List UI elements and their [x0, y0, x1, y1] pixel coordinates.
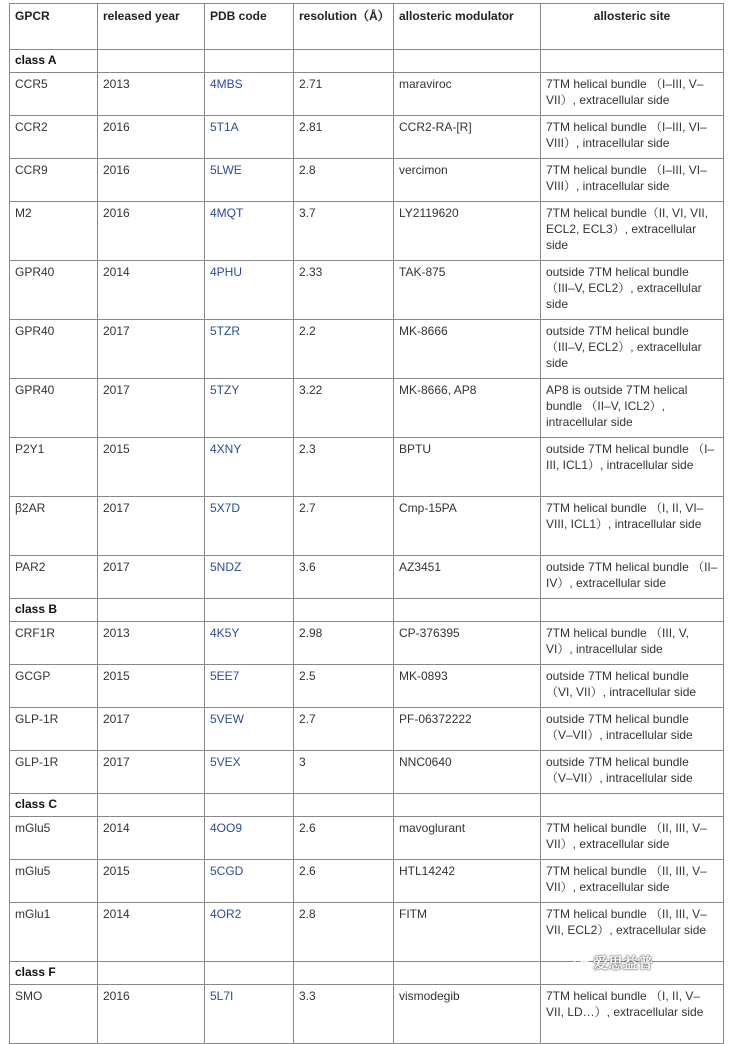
- site-cell: 7TM helical bundle （I–III, VI–VIII）, intracellular side: [541, 159, 724, 202]
- pdb-code-cell[interactable]: 5LWE: [205, 159, 294, 202]
- gpcr-cell: GCGP: [10, 665, 98, 708]
- class-label: class F: [10, 962, 98, 985]
- resolution-cell: 3.7: [294, 202, 394, 261]
- year-cell: 2016: [98, 159, 205, 202]
- class-header-empty-cell: [394, 50, 541, 73]
- resolution-cell: 2.6: [294, 817, 394, 860]
- table-container: [9, 3, 723, 1044]
- site-cell: 7TM helical bundle（II, VI, VII, ECL2, ECL3）, extracellular side: [541, 202, 724, 261]
- table-row: [10, 261, 724, 320]
- site-cell: outside 7TM helical bundle （III–V, ECL2）, extracellular side: [541, 320, 724, 379]
- modulator-cell: MK-8666, AP8: [394, 379, 541, 438]
- modulator-cell: LY2119620: [394, 202, 541, 261]
- modulator-cell: FITM: [394, 903, 541, 962]
- class-header-empty-cell: [394, 794, 541, 817]
- year-cell: 2017: [98, 751, 205, 794]
- site-cell: outside 7TM helical bundle （V–VII）, intracellular side: [541, 708, 724, 751]
- class-header-empty-cell: [98, 794, 205, 817]
- resolution-cell: 3.3: [294, 985, 394, 1044]
- resolution-cell: 3.22: [294, 379, 394, 438]
- resolution-cell: 2.8: [294, 159, 394, 202]
- pdb-code-cell[interactable]: 4OR2: [205, 903, 294, 962]
- header-pdb-code: PDB code: [205, 4, 294, 50]
- class-header-empty-cell: [294, 599, 394, 622]
- header-released-year: released year: [98, 4, 205, 50]
- pdb-code-cell[interactable]: 5L7I: [205, 985, 294, 1044]
- year-cell: 2014: [98, 903, 205, 962]
- table-row: [10, 320, 724, 379]
- pdb-code-cell[interactable]: 5VEW: [205, 708, 294, 751]
- watermark-text: 爱思益普: [593, 954, 654, 972]
- class-header-empty-cell: [98, 599, 205, 622]
- site-cell: outside 7TM helical bundle （VI, VII）, intracellular side: [541, 665, 724, 708]
- gpcr-cell: GPR40: [10, 261, 98, 320]
- header-resolution: resolution（Å）: [294, 4, 394, 50]
- modulator-cell: mavoglurant: [394, 817, 541, 860]
- gpcr-cell: SMO: [10, 985, 98, 1044]
- class-header-empty-cell: [98, 962, 205, 985]
- class-header-empty-cell: [205, 50, 294, 73]
- table-row: [10, 73, 724, 116]
- gpcr-cell: GLP-1R: [10, 751, 98, 794]
- table-row: [10, 708, 724, 751]
- pdb-code-cell[interactable]: 5X7D: [205, 497, 294, 556]
- year-cell: 2015: [98, 860, 205, 903]
- resolution-cell: 3.6: [294, 556, 394, 599]
- year-cell: 2017: [98, 708, 205, 751]
- pdb-code-cell[interactable]: 4MQT: [205, 202, 294, 261]
- pdb-code-cell[interactable]: 4XNY: [205, 438, 294, 497]
- class-header-empty-cell: [541, 50, 724, 73]
- site-cell: 7TM helical bundle （II, III, V–VII, ECL2）, extracellular side: [541, 903, 724, 962]
- class-label: class A: [10, 50, 98, 73]
- class-header-empty-cell: [394, 962, 541, 985]
- resolution-cell: 2.6: [294, 860, 394, 903]
- site-cell: outside 7TM helical bundle （I–III, ICL1）, intracellular side: [541, 438, 724, 497]
- table-row: [10, 438, 724, 497]
- gpcr-cell: CRF1R: [10, 622, 98, 665]
- table-row: [10, 817, 724, 860]
- modulator-cell: MK-8666: [394, 320, 541, 379]
- pdb-code-cell[interactable]: 4K5Y: [205, 622, 294, 665]
- class-label: class B: [10, 599, 98, 622]
- table-row: [10, 751, 724, 794]
- resolution-cell: 2.5: [294, 665, 394, 708]
- table-row: [10, 665, 724, 708]
- gpcr-cell: mGlu5: [10, 860, 98, 903]
- header-gpcr: GPCR: [10, 4, 98, 50]
- resolution-cell: 2.81: [294, 116, 394, 159]
- site-cell: outside 7TM helical bundle （III–V, ECL2）, extracellular side: [541, 261, 724, 320]
- header-row: [10, 4, 724, 50]
- table-row: [10, 622, 724, 665]
- modulator-cell: CCR2-RA-[R]: [394, 116, 541, 159]
- class-header-empty-cell: [394, 599, 541, 622]
- gpcr-cell: GLP-1R: [10, 708, 98, 751]
- year-cell: 2015: [98, 665, 205, 708]
- site-cell: 7TM helical bundle （I–III, VI–VIII）, intracellular side: [541, 116, 724, 159]
- pdb-code-cell[interactable]: 5TZY: [205, 379, 294, 438]
- class-header-row: [10, 794, 724, 817]
- modulator-cell: vismodegib: [394, 985, 541, 1044]
- pdb-code-cell[interactable]: 5VEX: [205, 751, 294, 794]
- year-cell: 2017: [98, 320, 205, 379]
- pdb-code-cell[interactable]: 4MBS: [205, 73, 294, 116]
- modulator-cell: vercimon: [394, 159, 541, 202]
- class-header-empty-cell: [294, 962, 394, 985]
- gpcr-cell: mGlu5: [10, 817, 98, 860]
- class-header-empty-cell: [541, 794, 724, 817]
- pdb-code-cell[interactable]: 5TZR: [205, 320, 294, 379]
- resolution-cell: 2.3: [294, 438, 394, 497]
- table-row: [10, 860, 724, 903]
- year-cell: 2017: [98, 379, 205, 438]
- gpcr-cell: PAR2: [10, 556, 98, 599]
- modulator-cell: HTL14242: [394, 860, 541, 903]
- pdb-code-cell[interactable]: 5CGD: [205, 860, 294, 903]
- table-row: [10, 497, 724, 556]
- resolution-cell: 2.2: [294, 320, 394, 379]
- year-cell: 2013: [98, 622, 205, 665]
- site-cell: 7TM helical bundle （II, III, V–VII）, extracellular side: [541, 860, 724, 903]
- modulator-cell: Cmp-15PA: [394, 497, 541, 556]
- table-row: [10, 556, 724, 599]
- class-header-row: [10, 599, 724, 622]
- class-header-empty-cell: [205, 962, 294, 985]
- gpcr-cell: GPR40: [10, 379, 98, 438]
- year-cell: 2014: [98, 261, 205, 320]
- class-header-row: [10, 50, 724, 73]
- resolution-cell: 3: [294, 751, 394, 794]
- table-body: [10, 50, 724, 1044]
- modulator-cell: AZ3451: [394, 556, 541, 599]
- resolution-cell: 2.33: [294, 261, 394, 320]
- gpcr-allosteric-table: [9, 3, 724, 1044]
- gpcr-cell: mGlu1: [10, 903, 98, 962]
- header-allosteric-modulator: allosteric modulator: [394, 4, 541, 50]
- class-header-empty-cell: [205, 599, 294, 622]
- resolution-cell: 2.8: [294, 903, 394, 962]
- site-cell: outside 7TM helical bundle （II–IV）, extracellular side: [541, 556, 724, 599]
- modulator-cell: CP-376395: [394, 622, 541, 665]
- resolution-cell: 2.7: [294, 497, 394, 556]
- resolution-cell: 2.98: [294, 622, 394, 665]
- gpcr-cell: GPR40: [10, 320, 98, 379]
- site-cell: 7TM helical bundle （II, III, V–VII）, extracellular side: [541, 817, 724, 860]
- site-cell: 7TM helical bundle （I–III, V–VII）, extracellular side: [541, 73, 724, 116]
- year-cell: 2013: [98, 73, 205, 116]
- pdb-code-cell[interactable]: 4PHU: [205, 261, 294, 320]
- gpcr-cell: P2Y1: [10, 438, 98, 497]
- class-header-empty-cell: [205, 794, 294, 817]
- site-cell: 7TM helical bundle （I, II, V–VII, LD…）, extracellular side: [541, 985, 724, 1044]
- resolution-cell: 2.7: [294, 708, 394, 751]
- class-header-empty-cell: [541, 599, 724, 622]
- modulator-cell: maraviroc: [394, 73, 541, 116]
- resolution-cell: 2.71: [294, 73, 394, 116]
- year-cell: 2015: [98, 438, 205, 497]
- table-row: [10, 985, 724, 1044]
- table-row: [10, 379, 724, 438]
- gpcr-cell: M2: [10, 202, 98, 261]
- class-header-empty-cell: [98, 50, 205, 73]
- class-header-empty-cell: [294, 794, 394, 817]
- pdb-code-cell[interactable]: 4OO9: [205, 817, 294, 860]
- year-cell: 2014: [98, 817, 205, 860]
- year-cell: 2016: [98, 202, 205, 261]
- class-header-empty-cell: [294, 50, 394, 73]
- wechat-logo-icon: [574, 956, 590, 970]
- table-row: [10, 159, 724, 202]
- year-cell: 2016: [98, 116, 205, 159]
- class-label: class C: [10, 794, 98, 817]
- gpcr-cell: CCR9: [10, 159, 98, 202]
- pdb-code-cell[interactable]: 5EE7: [205, 665, 294, 708]
- site-cell: 7TM helical bundle （I, II, VI–VIII, ICL1）, intracellular side: [541, 497, 724, 556]
- site-cell: 7TM helical bundle （III, V, VI）, intracellular side: [541, 622, 724, 665]
- modulator-cell: NNC0640: [394, 751, 541, 794]
- gpcr-cell: CCR5: [10, 73, 98, 116]
- modulator-cell: TAK-875: [394, 261, 541, 320]
- gpcr-cell: β2AR: [10, 497, 98, 556]
- modulator-cell: PF-06372222: [394, 708, 541, 751]
- watermark: [574, 952, 653, 973]
- modulator-cell: MK-0893: [394, 665, 541, 708]
- pdb-code-cell[interactable]: 5NDZ: [205, 556, 294, 599]
- year-cell: 2017: [98, 497, 205, 556]
- header-allosteric-site: allosteric site: [541, 4, 724, 50]
- site-cell: AP8 is outside 7TM helical bundle （II–V, ICL2）, intracellular side: [541, 379, 724, 438]
- site-cell: outside 7TM helical bundle （V–VII）, intracellular side: [541, 751, 724, 794]
- table-row: [10, 202, 724, 261]
- modulator-cell: BPTU: [394, 438, 541, 497]
- year-cell: 2016: [98, 985, 205, 1044]
- table-row: [10, 116, 724, 159]
- gpcr-cell: CCR2: [10, 116, 98, 159]
- pdb-code-cell[interactable]: 5T1A: [205, 116, 294, 159]
- year-cell: 2017: [98, 556, 205, 599]
